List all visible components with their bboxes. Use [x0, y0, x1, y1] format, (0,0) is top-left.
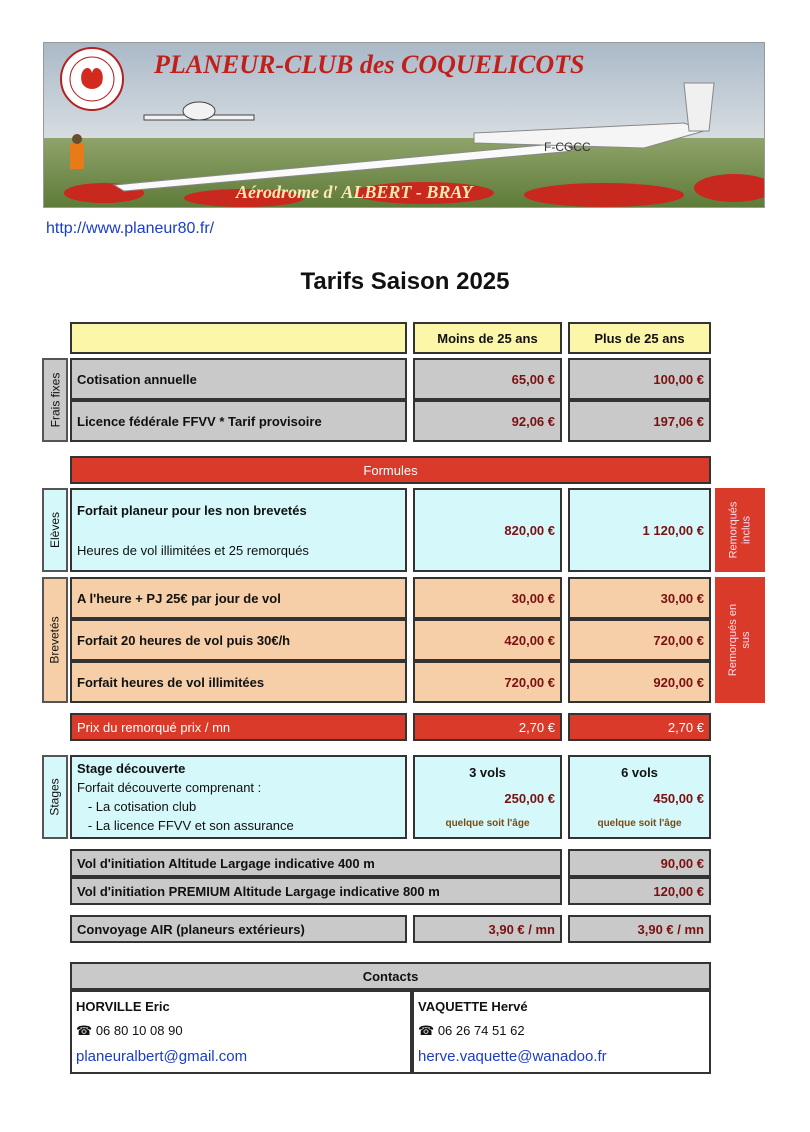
- contact-card: [412, 990, 711, 1074]
- svg-text:PLANEUR-CLUB des COQUELICOTS: PLANEUR-CLUB des COQUELICOTS: [154, 50, 585, 79]
- svg-text:Aérodrome d' ALBERT - BRAY: Aérodrome d' ALBERT - BRAY: [236, 182, 473, 202]
- contact-name: HORVILLE Eric: [76, 998, 170, 1014]
- row-label: A l'heure + PJ 25€ par jour de vol: [70, 577, 407, 619]
- formules-header: Formules: [70, 456, 711, 484]
- section-label-frais-fixes: Frais fixes: [42, 358, 68, 442]
- contact-phone-row: [76, 1023, 183, 1039]
- stage-price: 250,00 €: [504, 791, 555, 807]
- remorques-inclus-note: Remorqués inclus: [715, 488, 765, 572]
- banner-photo: [44, 43, 765, 208]
- club-logo: [61, 48, 123, 110]
- contact-name: VAQUETTE Hervé: [418, 998, 528, 1014]
- stage-description: [70, 755, 407, 839]
- stage-6-vols: [568, 755, 711, 839]
- eleves-title: Forfait planeur pour les non brevetés: [77, 502, 307, 518]
- page-title: Tarifs Saison 2025: [300, 268, 510, 295]
- section-label-stages: Stages: [42, 755, 68, 839]
- price-cell: 720,00 €: [413, 661, 562, 703]
- convoyage-label: Convoyage AIR (planeurs extérieurs): [70, 915, 407, 943]
- header-empty-cell: [70, 322, 407, 354]
- club-banner: [43, 42, 765, 208]
- contact-phone-row: [418, 1023, 525, 1039]
- stage-line: Forfait découverte comprenant :: [77, 780, 262, 795]
- stage-col-head: 6 vols: [621, 764, 658, 780]
- phone-icon: ☎: [418, 1022, 438, 1038]
- phone-icon: ☎: [76, 1022, 96, 1038]
- row-label: Forfait 20 heures de vol puis 30€/h: [70, 619, 407, 661]
- price-cell: 3,90 € / mn: [413, 915, 562, 943]
- header-over-25: Plus de 25 ans: [568, 322, 711, 354]
- eleves-subtitle: Heures de vol illimitées et 25 remorqués: [77, 542, 309, 558]
- website-link[interactable]: http://www.planeur80.fr/: [46, 220, 215, 237]
- stage-note: quelque soit l'âge: [445, 818, 530, 830]
- row-label: Cotisation annuelle: [70, 358, 407, 400]
- svg-text:F-CGCC: F-CGCC: [544, 140, 591, 154]
- contact-email-link[interactable]: herve.vaquette@wanadoo.fr: [418, 1048, 607, 1066]
- price-cell: 120,00 €: [568, 877, 711, 905]
- price-cell: 30,00 €: [568, 577, 711, 619]
- stage-title: Stage découverte: [77, 761, 186, 776]
- header-under-25: Moins de 25 ans: [413, 322, 562, 354]
- contacts-header: Contacts: [70, 962, 711, 990]
- remorques-en-sus-note: Remorqués en sus: [715, 577, 765, 703]
- contact-phone: 06 26 74 51 62: [437, 1022, 525, 1038]
- row-label: Forfait heures de vol illimitées: [70, 661, 407, 703]
- price-cell: 65,00 €: [413, 358, 562, 400]
- row-label: Licence fédérale FFVV * Tarif provisoire: [70, 400, 407, 442]
- initiation-label: Vol d'initiation PREMIUM Altitude Largage indicative 800 m: [70, 877, 562, 905]
- stage-3-vols: [413, 755, 562, 839]
- contact-phone: 06 80 10 08 90: [95, 1022, 183, 1038]
- price-cell: 90,00 €: [568, 849, 711, 877]
- price-cell: 920,00 €: [568, 661, 711, 703]
- stage-price: 450,00 €: [653, 791, 704, 807]
- price-cell: 100,00 €: [568, 358, 711, 400]
- stage-line: - La licence FFVV et son assurance: [77, 818, 294, 833]
- price-cell: 1 120,00 €: [568, 488, 711, 572]
- section-label-brevetes: Brevetés: [42, 577, 68, 703]
- contact-card: [70, 990, 412, 1074]
- stage-line: - La cotisation club: [77, 799, 197, 814]
- initiation-label: Vol d'initiation Altitude Largage indicative 400 m: [70, 849, 562, 877]
- price-cell: 197,06 €: [568, 400, 711, 442]
- stage-col-head: 3 vols: [469, 764, 506, 780]
- price-cell: 92,06 €: [413, 400, 562, 442]
- contact-email-link[interactable]: planeuralbert@gmail.com: [76, 1048, 248, 1066]
- price-cell: 720,00 €: [568, 619, 711, 661]
- price-cell: 3,90 € / mn: [568, 915, 711, 943]
- price-cell: 30,00 €: [413, 577, 562, 619]
- price-cell: 2,70 €: [568, 713, 711, 741]
- eleves-description: [70, 488, 407, 572]
- price-cell: 420,00 €: [413, 619, 562, 661]
- stage-note: quelque soit l'âge: [597, 818, 682, 830]
- price-cell: 2,70 €: [413, 713, 562, 741]
- remorque-label: Prix du remorqué prix / mn: [70, 713, 407, 741]
- section-label-eleves: Elèves: [42, 488, 68, 572]
- price-cell: 820,00 €: [413, 488, 562, 572]
